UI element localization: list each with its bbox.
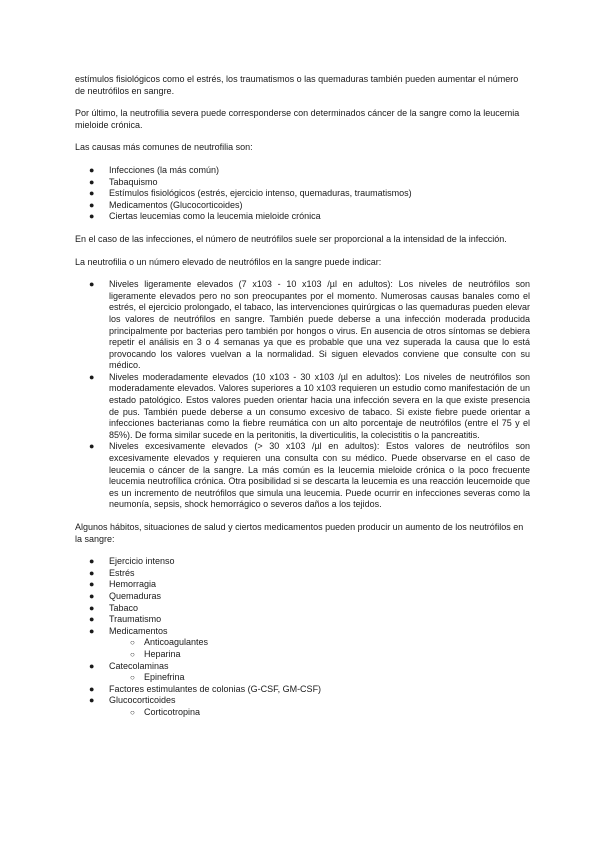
list-item: ● Tabaquismo [89,176,158,187]
sublist-item: ○ Epinefrina [130,672,185,683]
bullet-icon: ● [89,211,95,222]
list-item: ● Medicamentos (Glucocorticoides) [89,199,243,210]
bullet-icon: ● [89,590,95,601]
intro-continuation: estímulos fisiológicos como el estrés, los traumatismos o las quemaduras también pueden aumentar el número de neutrófilos en sangre. [75,74,519,96]
list-item-moderately-elevated: ● Niveles moderadamente elevados (10 x103 - 30 x103 /µl en adultos): Los niveles de neutrófilos son moderadamente elevados. Valores superiores a 10 x103 requieren un estudio como manifestación de un estado patológico. Estos valores pueden orientar hacia una infección severa en la que existe presencia de pus. También puede deberse a un consumo excesivo de tabaco. Si existe fiebre puede orientar a infecciones bacterianas como la fiebre reumática con un alto porcentaje de neutrófilos (entre el 75 y el 85%). De forma similar sucede en la peritonitis, la diverticulitis, la colecistitis o la pancreatitis. [89,371,530,440]
sublist-item: ○ Corticotropina [130,706,201,717]
bullet-icon: ● [89,164,95,175]
bullet-icon: ● [89,625,95,636]
list-item: ● Medicamentos ○ Anticoagulantes ○ Heparina [75,626,530,661]
list-item: ● Ciertas leucemias como la leucemia mieloide crónica [89,211,321,222]
list-item: ● Estrés [89,567,135,578]
bullet-icon: ● [89,683,95,694]
bullet-icon: ● [89,695,95,706]
bullet-icon: ● [89,614,95,625]
circle-bullet-icon: ○ [130,673,135,683]
bullet-icon: ● [89,567,95,578]
paragraph-severe-neutrophilia: Por último, la neutrofilia severa puede corresponderse con determinados cáncer de la sangre como la leucemia mieloide crónica. [75,108,520,130]
habits-list [75,556,530,718]
list-item-excessively-elevated: ● Niveles excesivamente elevados (> 30 x103 /µl en adultos): Estos valores de neutrófilos son excesivamente elevados y requieren una consulta con su médico. Puede observarse en el caso de leucemia o cáncer de la sangre. La más común es la leucemia mieloide crónica o la poco frecuente leucemia neutrofílica crónica. Otra posibilidad si se descarta la leucemia es una reacción leucemoide que es un incremento de neutrófilos que simula una leucemia. Puede ocurrir en infecciones severas como la neumonía, sepsis, shock hemorrágico o severos daños a los tejidos. [89,441,530,510]
list-item: ● Quemaduras [89,590,162,601]
list-item: ● Ejercicio intenso [89,556,175,567]
list-item: ● Glucocorticoides ○ Corticotropina [75,695,530,718]
bullet-icon: ● [89,556,95,567]
list-item: ● Catecolaminas ○ Epinefrina [75,661,530,684]
bullet-icon: ● [89,660,95,671]
bullet-icon: ● [89,279,95,290]
paragraph-infections: En el caso de las infecciones, el número de neutrófilos suele ser proporcional a la intensidad de la infección. [75,233,507,244]
circle-bullet-icon: ○ [130,638,135,648]
bullet-icon: ● [89,602,95,613]
circle-bullet-icon: ○ [130,649,135,659]
levels-list [75,279,530,511]
bullet-icon: ● [89,441,95,452]
levels-heading: La neutrofilia o un número elevado de neutrófilos en la sangre puede indicar: [75,256,382,267]
list-item: ● Hemorragia [89,579,157,590]
sublist-glucocorticoides [109,707,530,719]
sublist-item: ○ Heparina [130,648,181,659]
list-item-slightly-elevated: ● Niveles ligeramente elevados (7 x103 - 10 x103 /µl en adultos): Los niveles de neutrófilos son ligeramente elevados pero no son preocupantes por el momento. Numerosas causas banales como el estrés, el ejercicio prolongado, el tabaco, las intervenciones quirúrgicas o las quemaduras pueden elevar los valores de neutrófilos en sangre. También puede deberse a una infección moderada producida principalmente por bacterias pero también por hongos o virus. En ausencia de otros síntomas se debiera repetir el análisis en 3 o 4 semanas ya que es probable que una vez superada la causa que lo está provocando los valores vuelvan a la normalidad. Si siguen elevados conviene que consulte con su médico. [89,279,530,371]
habits-heading: Algunos hábitos, situaciones de salud y ciertos medicamentos pueden producir un aumento de los neutrófilos en la sangre: [75,522,524,544]
list-item: ● Estímulos fisiológicos (estrés, ejercicio intenso, quemaduras, traumatismos) [89,188,412,199]
list-item: ● Infecciones (la más común) [89,164,220,175]
sublist-catecolaminas [109,672,530,684]
circle-bullet-icon: ○ [130,707,135,717]
bullet-icon: ● [89,176,95,187]
bullet-icon: ● [89,199,95,210]
list-item: ● Tabaco [89,602,139,613]
list-item: ● Traumatismo [89,614,162,625]
sublist-medicamentos [109,637,530,660]
document-page [75,74,530,719]
sublist-item: ○ Anticoagulantes [130,637,209,648]
bullet-icon: ● [89,579,95,590]
causes-heading: Las causas más comunes de neutrofilia son: [75,142,253,153]
causes-list [75,165,530,223]
list-item: ● Factores estimulantes de colonias (G-CSF, GM-CSF) [89,683,322,694]
bullet-icon: ● [89,371,95,382]
bullet-icon: ● [89,188,95,199]
